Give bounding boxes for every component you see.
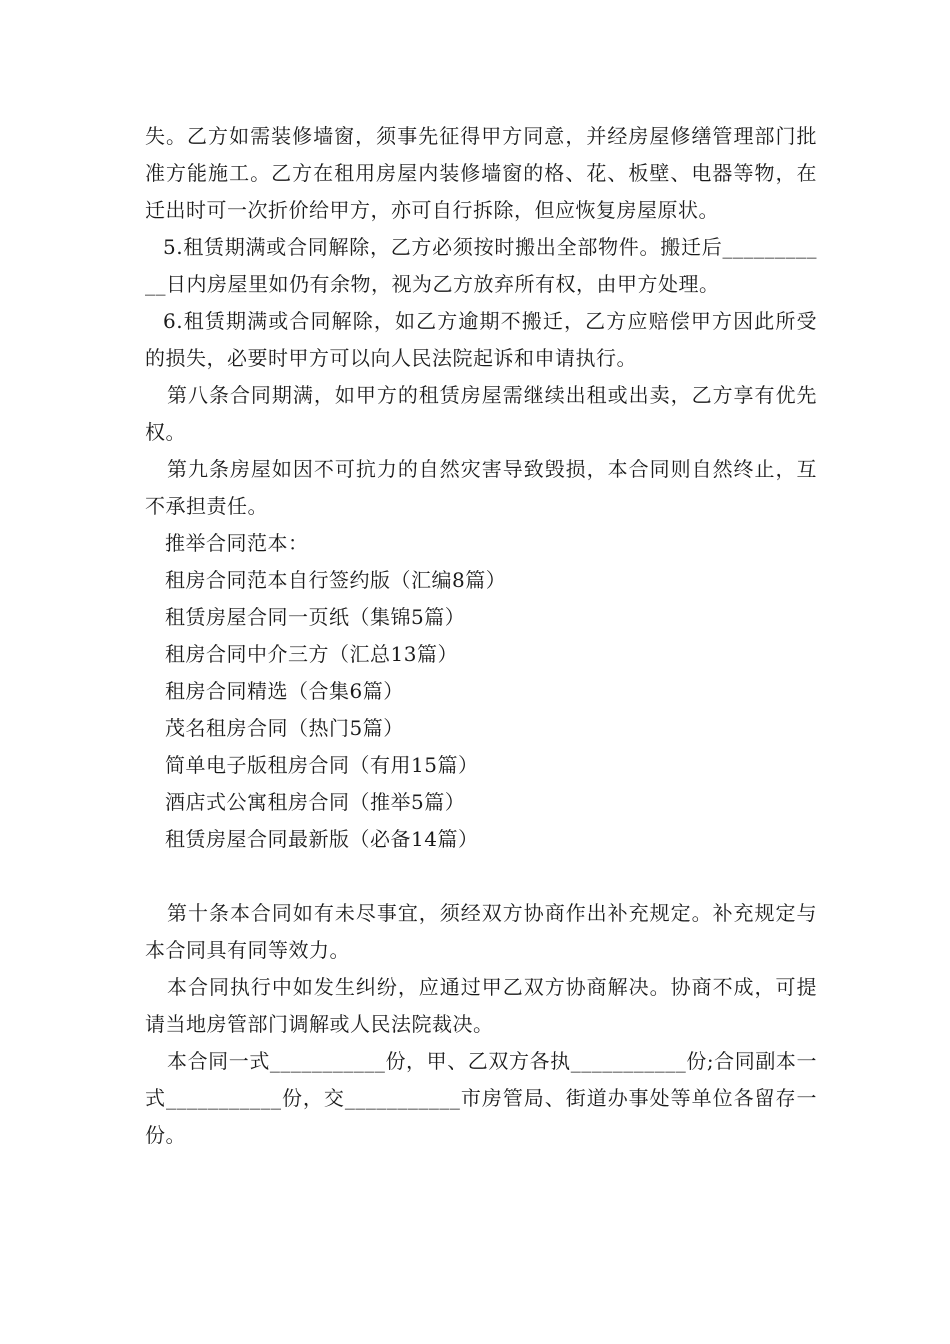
paragraph-dispute: 本合同执行中如发生纠纷，应通过甲乙双方协商解决。协商不成，可提请当地房管部门调解或人民法院裁决。 bbox=[145, 975, 817, 1036]
paragraph-article-10: 第十条本合同如有未尽事宜，须经双方协商作出补充规定。补充规定与本合同具有同等效力。 bbox=[145, 901, 817, 962]
recommend-list bbox=[145, 562, 817, 858]
paragraph-article-9: 第九条房屋如因不可抗力的自然灾害导致毁损，本合同则自然终止，互不承担责任。 bbox=[145, 457, 817, 518]
recommend-heading: 推举合同范本： bbox=[165, 531, 309, 555]
recommend-link[interactable]: 简单电子版租房合同（有用15篇） bbox=[165, 753, 479, 777]
recommend-link[interactable]: 茂名租房合同（热门5篇） bbox=[165, 716, 404, 740]
recommend-link[interactable]: 租房合同范本自行签约版（汇编8篇） bbox=[165, 568, 507, 592]
paragraph-article-8: 第八条合同期满，如甲方的租赁房屋需继续出租或出卖，乙方享有优先权。 bbox=[145, 383, 817, 444]
paragraph-clause-5: 5.租赁期满或合同解除，乙方必须按时搬出全部物件。搬迁后___________日内房屋里如仍有余物，视为乙方放弃所有权，由甲方处理。 bbox=[145, 235, 817, 296]
recommend-link[interactable]: 租房合同精选（合集6篇） bbox=[165, 679, 404, 703]
paragraph-renovation: 失。乙方如需装修墙窗，须事先征得甲方同意，并经房屋修缮管理部门批准方能施工。乙方在租用房屋内装修墙窗的格、花、板壁、电器等物，在迁出时可一次折价给甲方，亦可自行拆除，但应恢复房屋原状。 bbox=[145, 124, 817, 222]
recommend-link[interactable]: 租房合同中介三方（汇总13篇） bbox=[165, 642, 458, 666]
document-page bbox=[145, 118, 817, 1154]
paragraph-clause-6: 6.租赁期满或合同解除，如乙方逾期不搬迁，乙方应赔偿甲方因此所受的损失，必要时甲方可以向人民法院起诉和申请执行。 bbox=[145, 309, 817, 370]
recommend-link[interactable]: 租赁房屋合同一页纸（集锦5篇） bbox=[165, 605, 466, 629]
recommend-link[interactable]: 租赁房屋合同最新版（必备14篇） bbox=[165, 827, 479, 851]
recommend-link[interactable]: 酒店式公寓租房合同（推举5篇） bbox=[165, 790, 466, 814]
paragraph-copies: 本合同一式___________份，甲、乙双方各执___________份;合同副本一式___________份，交___________市房管局、街道办事处等单位各留存一份。 bbox=[145, 1049, 817, 1147]
blank-line bbox=[145, 858, 817, 895]
